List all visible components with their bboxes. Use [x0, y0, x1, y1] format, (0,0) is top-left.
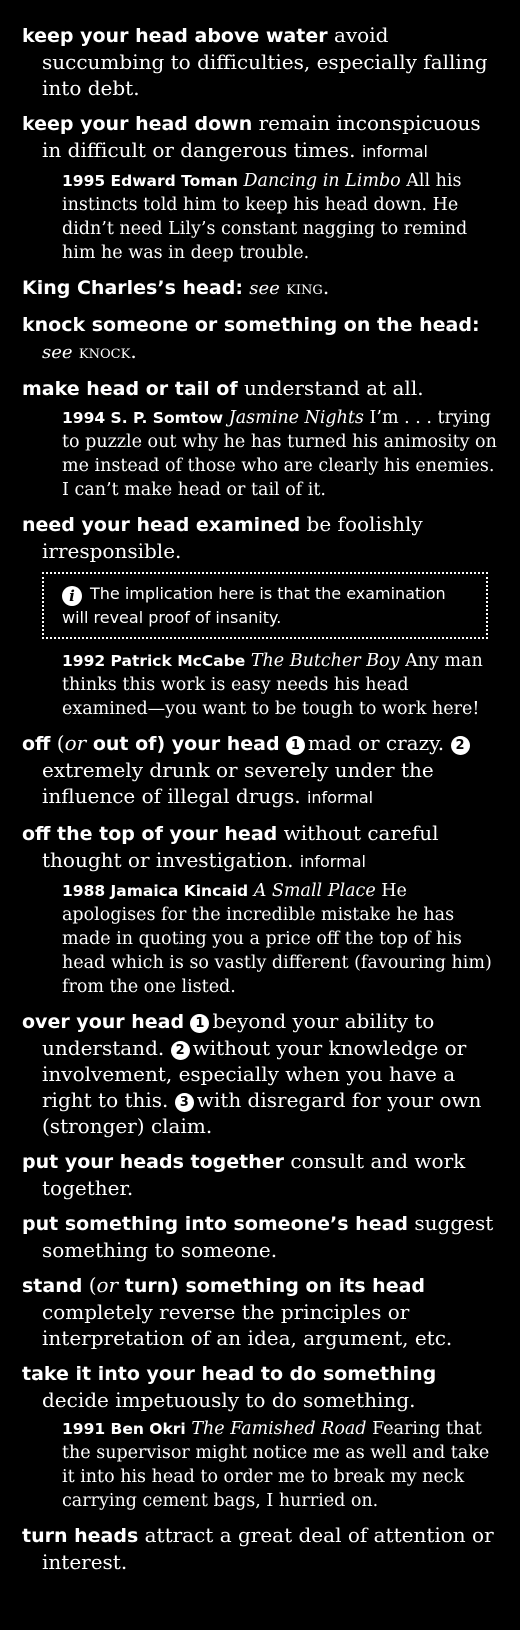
- headword: keep your head above water: [22, 25, 328, 47]
- entry: [22, 1008, 498, 1139]
- entry: [22, 311, 498, 366]
- entry: [22, 511, 498, 721]
- quote-text: Fearing that the supervisor might notice me as well and take it into his head to order me to break my neck carrying cement bags, I hurried on.: [62, 1419, 490, 1511]
- quotation: [62, 169, 498, 265]
- sense-number-icon: 2: [171, 1041, 190, 1060]
- definition: consult and work together.: [42, 1149, 466, 1200]
- entry-definition-line: [22, 511, 498, 564]
- entry: [22, 1210, 498, 1263]
- quote-text: Any man thinks this work is easy needs his head examined—you want to be tough to work here!: [62, 651, 483, 719]
- headword-alternate: out of): [86, 733, 166, 755]
- definition: avoid succumbing to difficulties, especially falling into debt.: [42, 23, 488, 100]
- entry-definition-line: [22, 1148, 498, 1201]
- sense-number-icon: 1: [286, 736, 305, 755]
- headword: turn heads: [22, 1525, 139, 1547]
- see-label: see: [42, 342, 73, 363]
- quote-title: The Famished Road: [191, 1419, 367, 1439]
- entry-definition-line: [22, 375, 498, 402]
- sense-definition: without your knowledge or involvement, especially when you have a right to this.: [42, 1036, 467, 1112]
- usage-note-box: [42, 572, 488, 639]
- entry-definition-line: [22, 1360, 498, 1413]
- quote-author: 1994 S. P. Somtow: [62, 409, 224, 427]
- entry: [22, 820, 498, 999]
- quotation: [62, 406, 498, 502]
- sense-definition: beyond your ability to understand.: [42, 1009, 435, 1060]
- entry: [22, 1272, 498, 1351]
- entry: [22, 22, 498, 101]
- usage-note-text: The implication here is that the examination will reveal proof of insanity.: [62, 584, 446, 627]
- quote-title: The Butcher Boy: [250, 651, 400, 671]
- entry-definition-line: stand (or turn) something on its head completely reverse the principles or interpretation of an idea, argument, etc.: [22, 1273, 453, 1350]
- quotation: [62, 879, 498, 999]
- register-label: informal: [306, 788, 374, 807]
- entry: [22, 274, 498, 302]
- sense-definition: with disregard for your own (stronger) claim.: [42, 1088, 482, 1138]
- entry-definition-line: knock someone or something on the head: see knock.: [22, 314, 480, 363]
- sense-number-icon: 1: [190, 1014, 209, 1033]
- definition: remain inconspicuous in difficult or dangerous times.: [42, 111, 481, 162]
- quotation: [62, 1417, 498, 1513]
- entry: [22, 110, 498, 265]
- headword: over your head: [22, 1011, 185, 1033]
- headword: knock someone or something on the head: [22, 314, 472, 336]
- entry-definition-line: [22, 1008, 498, 1139]
- cross-reference: knock: [78, 342, 131, 363]
- quote-text: I’m . . . trying to puzzle out why he has turned his animosity on me instead of those who are clearly his enemies. I can’t make head or tail of it.: [62, 408, 497, 500]
- entry-definition-line: King Charles’s head: see king.: [22, 275, 330, 299]
- headword: put something into someone’s head: [22, 1213, 409, 1235]
- headword-tail: something on its head: [178, 1275, 426, 1297]
- entry-definition-line: [22, 110, 498, 165]
- quote-author: 1988 Jamaica Kincaid: [62, 882, 249, 900]
- quote-title: A Small Place: [253, 881, 376, 901]
- definition: understand at all.: [237, 376, 424, 400]
- headword: need your head examined: [22, 514, 301, 536]
- sense-number-icon: 3: [175, 1093, 194, 1112]
- headword: make head or tail of: [22, 378, 238, 400]
- cross-reference: king: [286, 278, 323, 299]
- sense-number-icon: 2: [451, 736, 470, 755]
- or-label: or: [64, 731, 87, 755]
- entry: [22, 375, 498, 502]
- definition: attract a great deal of attention or interest.: [42, 1523, 494, 1574]
- headword: King Charles’s head: [22, 277, 236, 299]
- see-label: see: [249, 278, 280, 299]
- entry: [22, 730, 498, 811]
- definition: be foolishly irresponsible.: [42, 512, 423, 563]
- quote-title: Dancing in Limbo: [243, 171, 401, 191]
- register-label: informal: [299, 852, 366, 871]
- quote-author: 1991 Ben Okri: [62, 1420, 186, 1438]
- definition: without careful thought or investigation.: [42, 821, 439, 872]
- headword-alternate: turn): [118, 1275, 179, 1297]
- or-label: or: [96, 1273, 119, 1297]
- info-icon: i: [62, 586, 82, 606]
- definition: completely reverse the principles or interpretation of an idea, argument, etc.: [42, 1300, 453, 1350]
- headword: stand: [22, 1275, 83, 1297]
- entry: [22, 1360, 498, 1513]
- definition: suggest something to someone.: [42, 1211, 494, 1262]
- headword: put your heads together: [22, 1151, 285, 1173]
- headword: take it into your head to do something: [22, 1363, 437, 1385]
- quote-title: Jasmine Nights: [228, 408, 364, 428]
- headword-tail: your head: [165, 733, 280, 755]
- headword: off: [22, 733, 51, 755]
- quotation: [62, 649, 498, 721]
- entry-definition-line: [22, 820, 498, 875]
- headword: off the top of your head: [22, 823, 278, 845]
- register-label: informal: [361, 142, 428, 161]
- quote-text: He apologises for the incredible mistake he has made in quoting you a price off the top of his head which is so vastly different (favouring him) from the one listed.: [62, 881, 492, 997]
- quote-author: 1992 Patrick McCabe: [62, 652, 246, 670]
- quote-text: All his instincts told him to keep his head down. He didn’t need Lily’s constant nagging to remind him he was in deep trouble.: [62, 171, 468, 263]
- headword: keep your head down: [22, 113, 253, 135]
- definition: decide impetuously to do something.: [42, 1388, 416, 1412]
- entry-definition-line: [22, 1522, 498, 1575]
- sense-definition: extremely drunk or severely under the influence of illegal drugs.: [42, 758, 434, 808]
- quote-author: 1995 Edward Toman: [62, 172, 238, 190]
- entry-definition-line: [22, 22, 498, 101]
- sense-definition: mad or crazy.: [307, 731, 445, 755]
- entry-definition-line: [22, 1210, 498, 1263]
- entry: [22, 1522, 498, 1575]
- entry: [22, 1148, 498, 1201]
- entry-definition-line: off (or out of) your head 1 mad or crazy. 2extremely drunk or severely under the influence of illegal drugs. informal: [22, 730, 498, 811]
